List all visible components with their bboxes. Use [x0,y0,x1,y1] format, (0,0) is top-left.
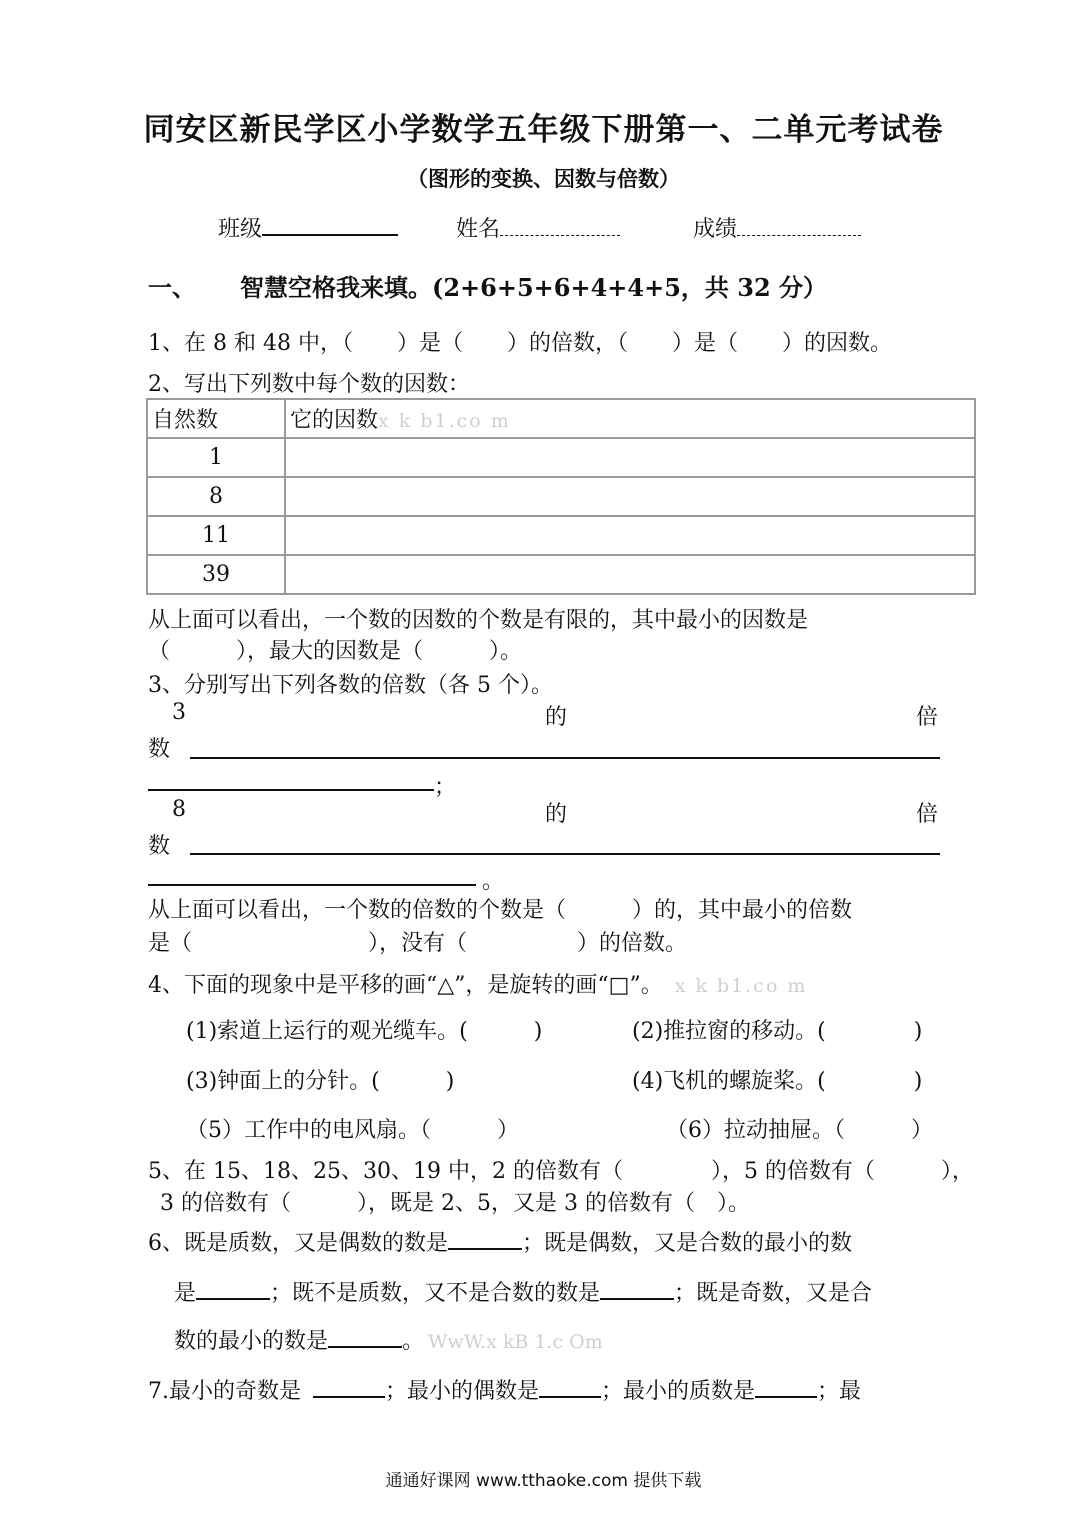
q3-b-answer-line-2[interactable] [148,884,476,886]
question-2-prompt: 2、写出下列数中每个数的因数： [148,372,470,397]
question-4-text: 4、下面的现象中是平移的画“△”，是旋转的画“□”。 [148,973,663,998]
q3-b-de: 的 [545,802,568,827]
table-row [147,555,975,594]
question-5-line-2: 3 的倍数有（ ），既是 2、5，又是 3 的倍数有（ ）。 [160,1191,750,1216]
q6-blank-4[interactable] [328,1346,402,1348]
question-5-line-1: 5、在 15、18、25、30、19 中，2 的倍数有（ ），5 的倍数有（ ）， [148,1159,974,1184]
watermark-text: x k b1.co m [674,975,808,997]
q3-a-number: 3 [172,700,186,725]
section-title: 智慧空格我来填。(2+6+5+6+4+4+5，共 32 分） [240,273,828,302]
q3-a-shu: 数 [148,737,171,762]
q6-text-f: 数的最小的数是 [174,1329,329,1354]
answer-cell[interactable] [285,555,975,594]
question-3-prompt: 3、分别写出下列各数的倍数（各 5 个）。 [148,673,553,698]
q3-a-bei: 倍 [916,705,939,730]
table-row [147,477,975,516]
table-row [147,438,975,477]
class-label: 班级 [218,217,263,242]
answer-cell[interactable] [285,516,975,555]
table-header-row [147,399,975,438]
name-field [456,212,620,243]
q6-text-a: 6、既是质数，又是偶数的数是 [148,1231,448,1256]
q7-text-c: ；最小的质数是 [601,1379,756,1404]
question-4-prompt [148,968,807,999]
q6-text-c: 是 [174,1281,197,1306]
q6-text-g: 。 [402,1329,425,1354]
answer-cell[interactable] [285,438,975,477]
question-1: 1、在 8 和 48 中，（ ）是（ ）的倍数，（ ）是（ ）的因数。 [148,331,892,356]
answer-cell[interactable] [285,477,975,516]
section-number: 一、 [148,273,196,302]
q6-blank-2[interactable] [196,1298,270,1300]
q3-b-bei: 倍 [916,802,939,827]
page-footer: 通通好课网 www.tthaoke.com 提供下载 [385,1471,702,1491]
row-number: 39 [147,555,285,594]
factors-table [146,398,976,595]
q3-b-shu: 数 [148,834,171,859]
header-factors: 它的因数 [290,408,379,433]
question-3-note-2: 是（ ），没有（ ）的倍数。 [148,931,688,956]
q7-blank-1[interactable] [313,1396,385,1398]
q7-text-d: ；最 [817,1379,862,1404]
name-blank [500,235,620,236]
header-factors-cell [285,399,975,438]
q6-text-e: ；既是奇数，又是合 [674,1281,873,1306]
q7-text-b: ；最小的偶数是 [385,1379,540,1404]
question-2-note-1: 从上面可以看出，一个数的因数的个数是有限的，其中最小的因数是 [148,608,809,633]
question-6-line-1 [148,1226,852,1257]
page-subtitle: （图形的变换、因数与倍数） [407,166,680,191]
watermark-text: x k b1.co m [378,410,511,432]
q3-b-end: 。 [482,869,505,894]
class-blank [262,234,398,236]
q3-a-answer-line-2[interactable] [148,789,434,791]
q3-a-de: 的 [545,705,568,730]
row-number: 1 [147,438,285,477]
q6-text-d: ；既不是质数，又不是合数的数是 [270,1281,601,1306]
score-label: 成绩 [693,217,738,242]
q3-b-answer-line-1[interactable] [190,853,940,855]
q3-a-end: ； [434,775,457,800]
question-6-line-3 [174,1324,603,1355]
question-7 [148,1374,861,1405]
q7-blank-3[interactable] [755,1396,817,1398]
row-number: 8 [147,477,285,516]
page-title: 同安区新民学区小学数学五年级下册第一、二单元考试卷 [143,112,944,148]
score-field [693,212,861,243]
score-blank [737,235,861,236]
q3-b-number: 8 [172,797,186,822]
q6-text-b: ；既是偶数，又是合数的最小的数 [522,1231,853,1256]
question-3-note-1: 从上面可以看出，一个数的倍数的个数是（ ）的，其中最小的倍数 [148,898,853,923]
q4-item-6: （6）拉动抽屉。（ ） [666,1118,933,1143]
question-6-line-2 [174,1276,872,1307]
q4-item-3: (3)钟面上的分针。( ) [186,1069,455,1094]
q6-blank-3[interactable] [600,1298,674,1300]
class-field [218,212,398,243]
row-number: 11 [147,516,285,555]
q4-item-1: (1)索道上运行的观光缆车。( ) [186,1019,543,1044]
q4-item-4: (4)飞机的螺旋桨。( ) [632,1069,923,1094]
q3-a-answer-line-1[interactable] [190,757,940,759]
q6-blank-1[interactable] [448,1248,522,1250]
q7-text-a: 7.最小的奇数是 [148,1379,301,1404]
name-label: 姓名 [456,217,501,242]
q4-item-2: (2)推拉窗的移动。( ) [632,1019,923,1044]
question-2-note-2: （ ），最大的因数是（ ）。 [148,639,523,664]
section-1-heading [148,268,827,303]
table-row [147,516,975,555]
header-natural-number: 自然数 [147,399,285,438]
q7-blank-2[interactable] [539,1396,601,1398]
q4-item-5: （5）工作中的电风扇。（ ） [186,1118,519,1143]
watermark-text: WwW.x kB 1.c Om [428,1331,603,1353]
